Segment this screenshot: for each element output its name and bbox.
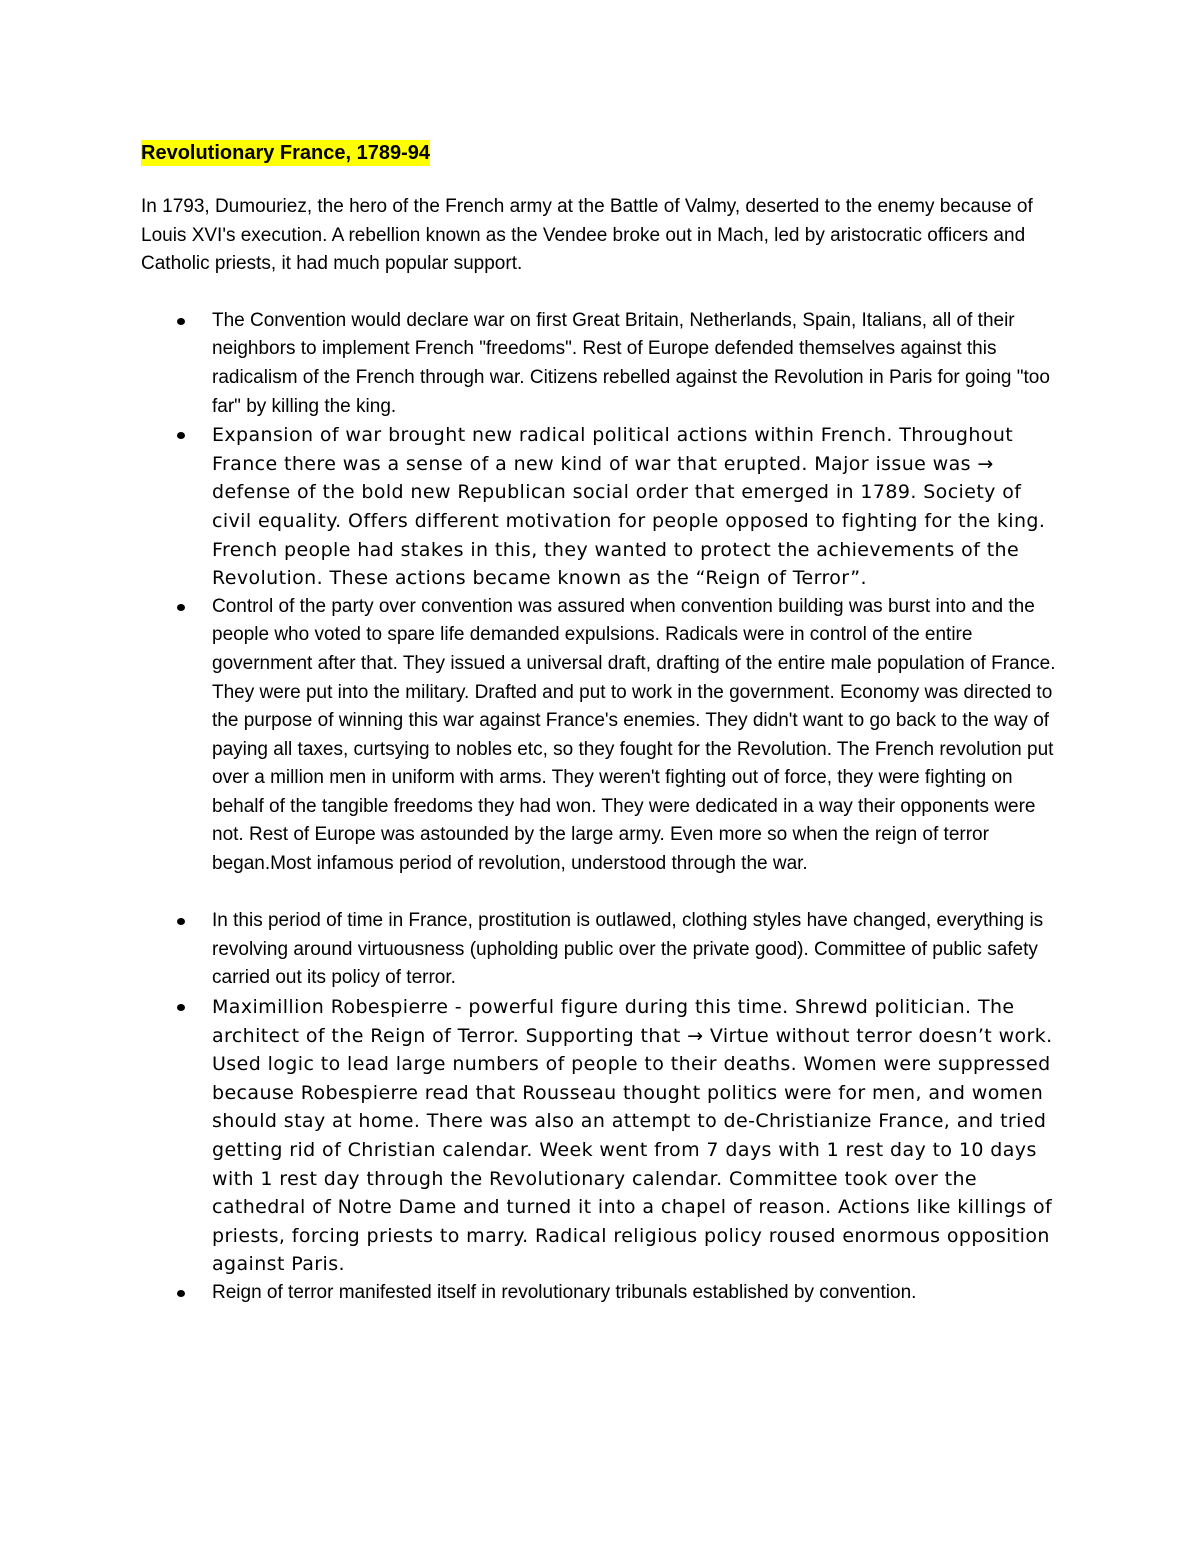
bullet-icon (177, 918, 185, 925)
document-title (141, 138, 1066, 168)
intro-paragraph: In 1793, Dumouriez, the hero of the French army at the Battle of Valmy, deserted to the enemy because of Louis XVI's execution. A rebellion known as the Vendee broke out in Mach, led by aristocratic officers and Catholic priests, it had much popular support. (141, 196, 1033, 275)
list-item (141, 993, 1066, 1279)
list-item (141, 593, 1066, 879)
bullet-icon (177, 318, 185, 325)
bullet-icon (177, 1290, 185, 1297)
bullet-icon (177, 432, 185, 439)
bullet-icon (177, 604, 185, 611)
title-highlight: Revolutionary France, 1789-94 (141, 142, 431, 164)
document-body (141, 138, 1066, 1308)
list-item-text: The Convention would declare war on first Great Britain, Netherlands, Spain, Italians, all of their neighbors to implement French "freedoms". Rest of Europe defended themselves against this radicalism of the French through war. Citizens rebelled against the Revolution in Paris for going "too far" by killing the king. (212, 309, 1050, 417)
bullet-icon (177, 1004, 185, 1011)
list-item-text: Maximillion Robespierre - powerful figure during this time. Shrewd politician. The architect of the Reign of Terror. Supporting that → Virtue without terror doesn’t work. Used logic to lead large numbers of people to their deaths. Women were suppressed because Robespierre read that Rousseau thought politics were for men, and women should stay at home. There was also an attempt to de-Christianize France, and tried getting rid of Christian calendar. Week went from 7 days with 1 rest day to 10 days with 1 rest day through the Revolutionary calendar. Committee took over the cathedral of Notre Dame and turned it into a chapel of reason. Actions like killings of priests, forcing priests to marry. Radical religious policy roused enormous opposition against Paris. (212, 996, 1053, 1276)
list-item (141, 907, 1066, 993)
list-item (141, 421, 1066, 593)
list-item-text: Reign of terror manifested itself in revolutionary tribunals established by convention. (212, 1281, 917, 1303)
list-item (141, 1279, 1066, 1308)
list-item-text: Control of the party over convention was assured when convention building was burst into and the people who voted to spare life demanded expulsions. Radicals were in control of the entire government after that. They issued a universal draft, drafting of the entire male population of France. They were put into the military. Drafted and put to work in the government. Economy was directed to the purpose of winning this war against France's enemies. They didn't want to go back to the way of paying all taxes, curtsying to nobles etc, so they fought for the Revolution. The French revolution put over a million men in uniform with arms. They weren't fighting out of force, they were fighting on behalf of the tangible freedoms they had won. They were dedicated in a way their opponents were not. Rest of Europe was astounded by the large army. Even more so when the reign of terror began.Most infamous period of revolution, understood through the war. (212, 595, 1056, 875)
list-item-text: Expansion of war brought new radical political actions within French. Throughout France there was a sense of a new kind of war that erupted. Major issue was → defense of the bold new Republican social order that emerged in 1789. Society of civil equality. Offers different motivation for people opposed to fighting for the king. French people had stakes in this, they wanted to protect the achievements of the Revolution. These actions became known as the “Reign of Terror”. (212, 424, 1046, 590)
list-item-text: In this period of time in France, prostitution is outlawed, clothing styles have changed, everything is revolving around virtuousness (upholding public over the private good). Committee of public safety carried out its policy of terror. (212, 910, 1044, 989)
bullet-list (141, 307, 1066, 1308)
list-item (141, 307, 1066, 421)
